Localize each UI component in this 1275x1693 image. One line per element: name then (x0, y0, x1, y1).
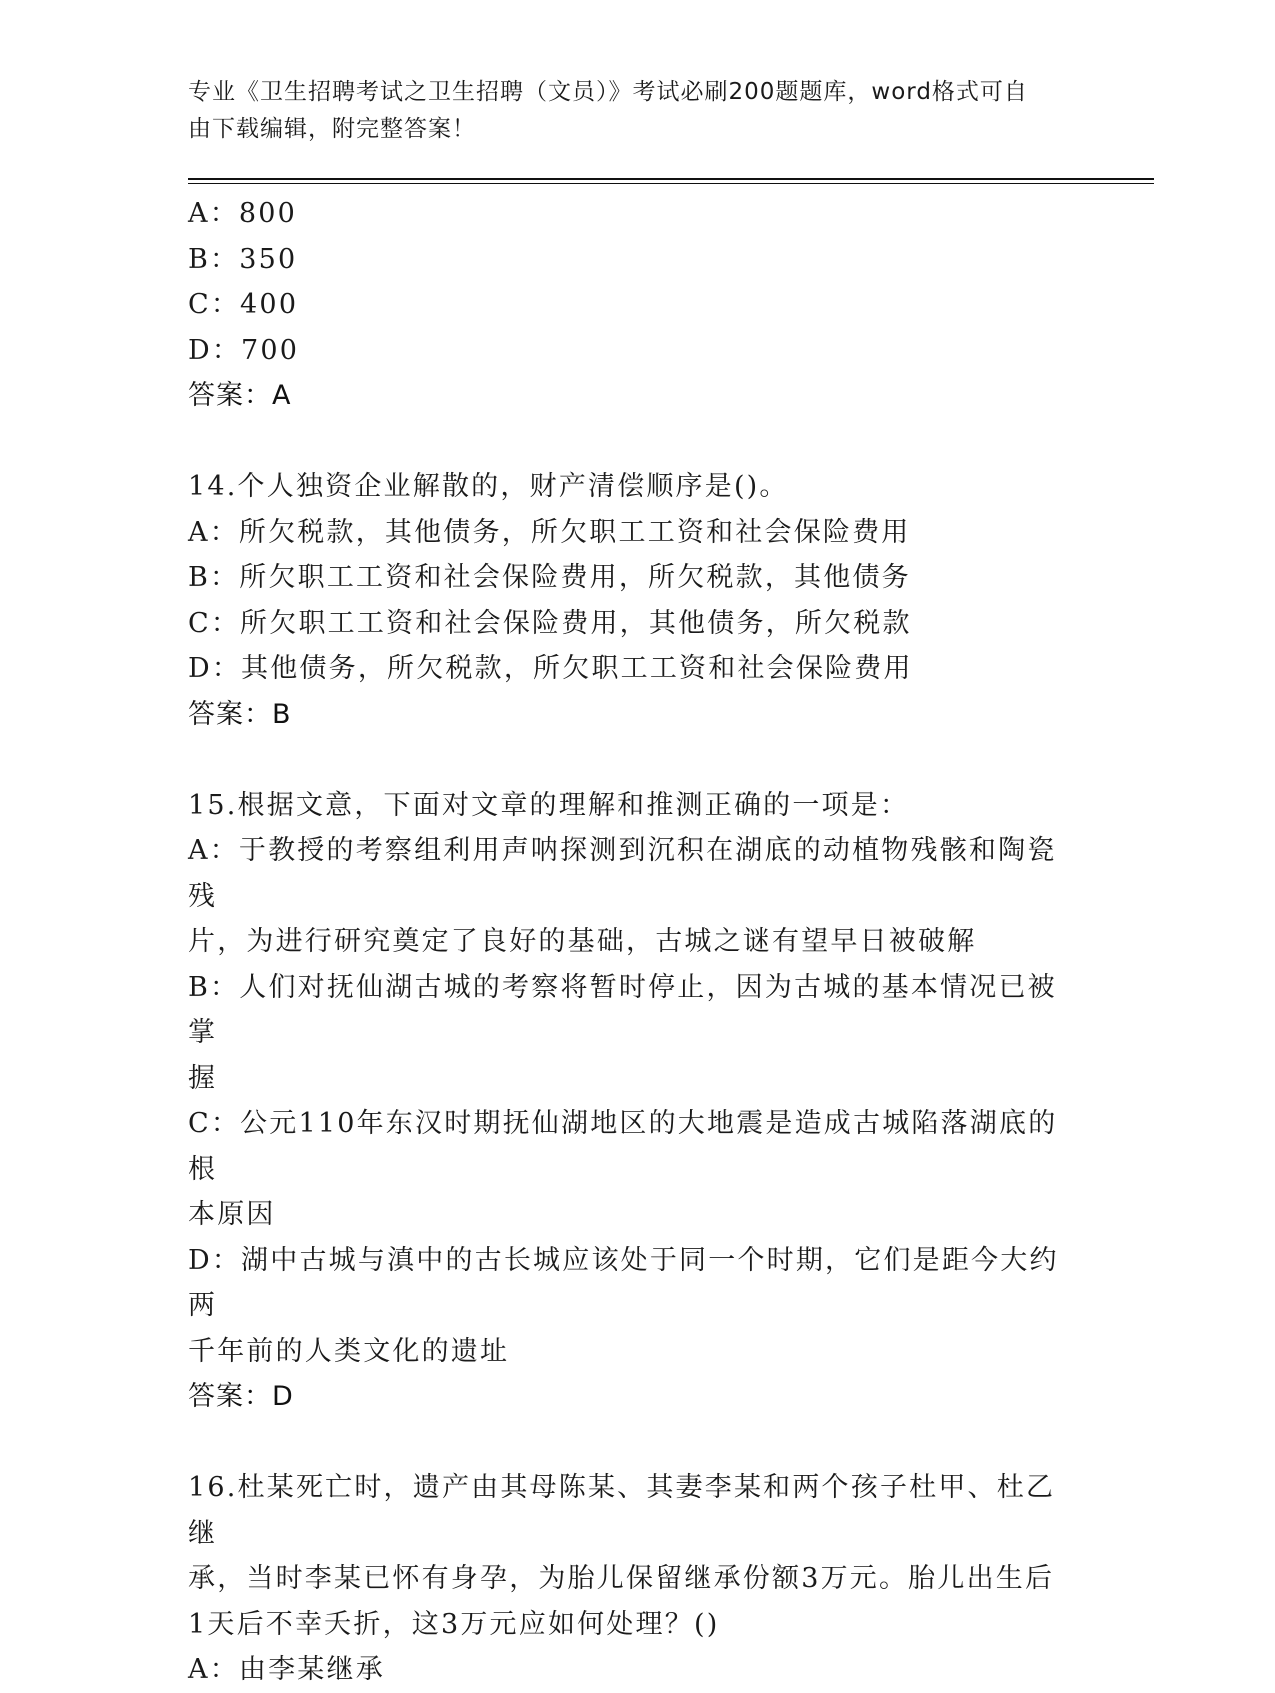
option-a: A：由李某继承 (188, 1654, 385, 1685)
header-line-1: 专业《卫生招聘考试之卫生招聘（文员）》考试必刷200题题库，word格式可自 (188, 79, 1028, 105)
option-c-line-1: C：公元110年东汉时期抚仙湖地区的大地震是造成古城陷落湖底的根 (188, 1108, 1058, 1185)
option-d-line-1: D：湖中古城与滇中的古长城应该处于同一个时期，它们是距今大约两 (188, 1244, 1059, 1321)
option-d: D：700 (188, 334, 300, 366)
option-a: A：800 (188, 198, 298, 229)
question-14-stem: 14.个人独资企业解散的，财产清偿顺序是()。 (188, 471, 789, 502)
option-a: A：所欠税款，其他债务，所欠职工工资和社会保险费用 (188, 516, 911, 548)
header-line-2: 由下载编辑，附完整答案！ (188, 116, 476, 142)
question-15-option-c (188, 1101, 1078, 1238)
question-15-option-d (188, 1238, 1078, 1375)
option-d-line-2: 千年前的人类文化的遗址 (188, 1335, 510, 1367)
header-divider-thick (188, 178, 1154, 180)
spacer (188, 737, 1078, 783)
option-c: C：所欠职工工资和社会保险费用，其他债务，所欠税款 (188, 607, 912, 639)
question-13-answer: 答案：A (188, 380, 292, 411)
option-b-line-2: 握 (188, 1062, 218, 1094)
question-13-options (188, 191, 1078, 373)
option-b: B：所欠职工工资和社会保险费用，所欠税款，其他债务 (188, 562, 911, 593)
question-15-stem: 15.根据文意，下面对文章的理解和推测正确的一项是： (188, 789, 910, 821)
option-a-line-1: A：于教授的考察组利用声呐探测到沉积在湖底的动植物残骸和陶瓷残 (188, 835, 1057, 912)
document-header (188, 74, 1068, 148)
question-15-option-a (188, 828, 1078, 965)
question-14-options (188, 510, 1078, 692)
option-c-line-2: 本原因 (188, 1199, 276, 1230)
option-c: C：400 (188, 289, 299, 320)
option-b: B：350 (188, 243, 298, 275)
question-16-options (188, 1647, 1078, 1693)
question-content (188, 191, 1078, 1693)
option-d: D：其他债务，所欠税款，所欠职工工资和社会保险费用 (188, 653, 913, 684)
question-15-answer: 答案：D (188, 1381, 294, 1412)
stem-line-3: 1天后不幸夭折，这3万元应如何处理？() (188, 1608, 720, 1640)
spacer (188, 1420, 1078, 1466)
header-divider-thin (188, 183, 1154, 184)
question-16-stem (188, 1465, 1078, 1647)
question-15-option-b (188, 965, 1078, 1102)
spacer (188, 419, 1078, 465)
stem-line-1: 16.杜某死亡时，遗产由其母陈某、其妻李某和两个孩子杜甲、杜乙继 (188, 1472, 1056, 1549)
option-b-line-1: B：人们对抚仙湖古城的考察将暂时停止，因为古城的基本情况已被掌 (188, 971, 1057, 1048)
question-14-answer: 答案：B (188, 698, 292, 730)
stem-line-2: 承，当时李某已怀有身孕，为胎儿保留继承份额3万元。胎儿出生后 (188, 1563, 1055, 1594)
option-a-line-2: 片，为进行研究奠定了良好的基础，古城之谜有望早日被破解 (188, 926, 977, 957)
